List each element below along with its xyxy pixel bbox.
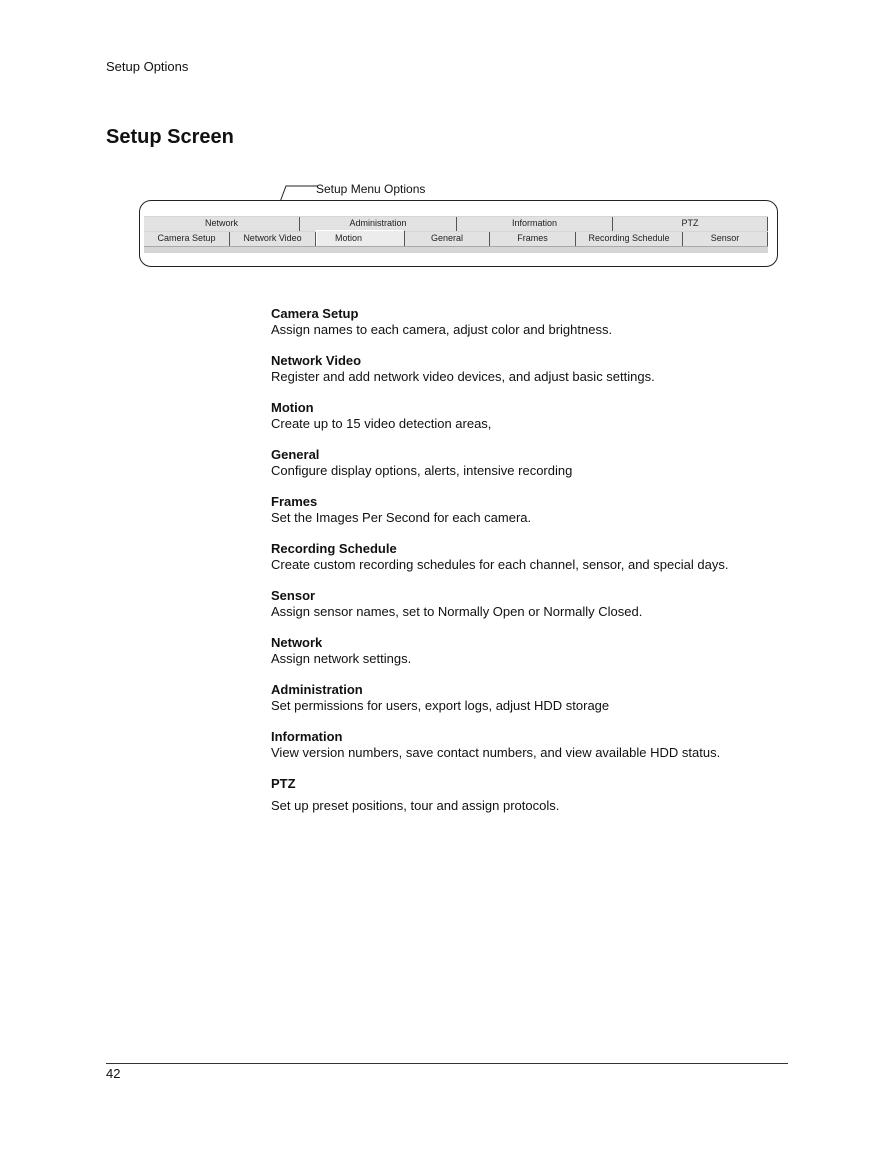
- header-section-title: Setup Options: [106, 59, 189, 74]
- tab-panel-edge: [144, 246, 768, 247]
- desc-text: Set up preset positions, tour and assign protocols.: [271, 798, 560, 813]
- tab-ptz[interactable]: PTZ: [613, 217, 768, 231]
- desc-network: [271, 635, 831, 667]
- tab-motion[interactable]: Motion: [316, 230, 405, 246]
- desc-information: [271, 729, 831, 761]
- desc-camera-setup: [271, 306, 831, 338]
- desc-title: Administration: [271, 682, 363, 697]
- desc-title: Frames: [271, 494, 318, 509]
- desc-title: General: [271, 447, 320, 462]
- desc-title: Camera Setup: [271, 306, 359, 321]
- desc-title: Information: [271, 729, 343, 744]
- desc-general: [271, 447, 831, 479]
- desc-text: Set permissions for users, export logs, adjust HDD storage: [271, 698, 610, 713]
- callout-label: Setup Menu Options: [316, 182, 426, 196]
- tab-network[interactable]: Network: [144, 217, 300, 231]
- tab-administration[interactable]: Administration: [300, 217, 457, 231]
- tab-row-front: [144, 232, 768, 246]
- desc-network-video: [271, 353, 831, 385]
- tab-row-back: [144, 217, 768, 231]
- desc-title: Network: [271, 635, 323, 650]
- desc-text: Create custom recording schedules for each channel, sensor, and special days.: [271, 557, 729, 572]
- desc-title: Motion: [271, 400, 314, 415]
- desc-text: Assign names to each camera, adjust color and brightness.: [271, 322, 613, 337]
- tab-camera-setup[interactable]: Camera Setup: [144, 232, 230, 246]
- tab-information[interactable]: Information: [457, 217, 613, 231]
- desc-text: View version numbers, save contact numbers, and view available HDD status.: [271, 745, 721, 760]
- tab-recording-schedule[interactable]: Recording Schedule: [576, 232, 683, 246]
- page-title: Setup Screen: [106, 126, 234, 148]
- tab-network-video[interactable]: Network Video: [230, 232, 316, 246]
- desc-recording-schedule: [271, 541, 831, 573]
- tab-strip: [144, 216, 768, 253]
- desc-text: Create up to 15 video detection areas,: [271, 416, 492, 431]
- desc-text: Register and add network video devices, and adjust basic settings.: [271, 369, 655, 384]
- desc-text: Configure display options, alerts, intensive recording: [271, 463, 573, 478]
- tab-frames[interactable]: Frames: [490, 232, 576, 246]
- desc-text: Set the Images Per Second for each camera.: [271, 510, 532, 525]
- desc-motion: [271, 400, 831, 432]
- desc-title: Recording Schedule: [271, 541, 397, 556]
- footer-rule: [106, 1063, 788, 1064]
- desc-title: Sensor: [271, 588, 316, 603]
- desc-frames: [271, 494, 831, 526]
- tab-general[interactable]: General: [405, 232, 490, 246]
- desc-text: Assign network settings.: [271, 651, 412, 666]
- desc-administration: [271, 682, 831, 714]
- desc-sensor: [271, 588, 831, 620]
- desc-ptz: [271, 776, 831, 814]
- desc-text: Assign sensor names, set to Normally Open or Normally Closed.: [271, 604, 643, 619]
- descriptions-list: [271, 306, 831, 829]
- tab-sensor[interactable]: Sensor: [683, 232, 768, 246]
- desc-title: PTZ: [271, 776, 296, 791]
- desc-title: Network Video: [271, 353, 362, 368]
- page-number: 42: [106, 1066, 121, 1081]
- setup-menu-screenshot: [139, 200, 778, 267]
